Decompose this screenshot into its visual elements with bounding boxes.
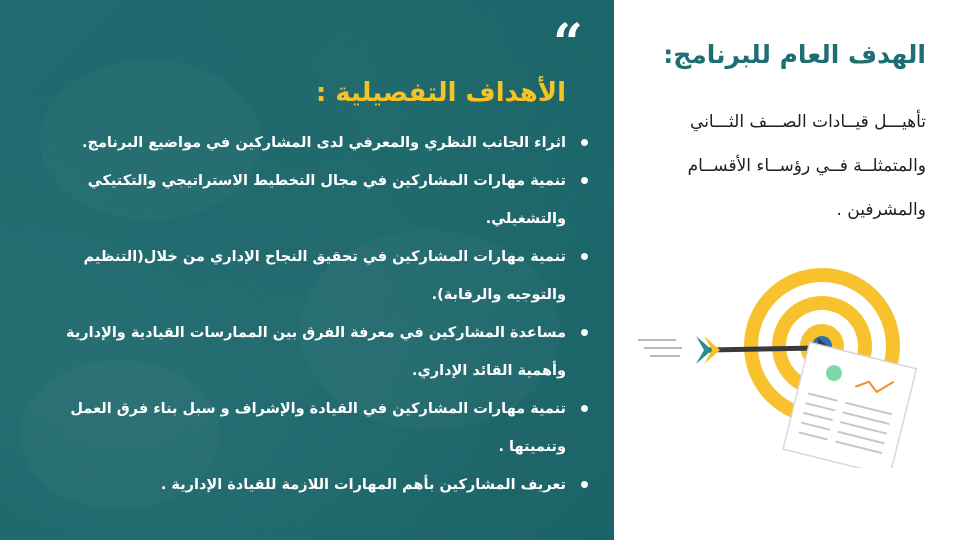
goals-list: [20, 124, 590, 504]
list-item-text: مساعدة المشاركين في معرفة الفرق بين الممارسات القيادية والإدارية وأهمية القائد الإداري.: [66, 325, 566, 379]
list-item: [20, 466, 590, 504]
list-item: [20, 238, 590, 314]
bullet-icon: [581, 177, 588, 184]
bullet-icon: [581, 405, 588, 412]
quote-mark-icon: “: [553, 13, 583, 74]
bullet-icon: [581, 481, 588, 488]
general-goal-text: تأهيـــل قيــادات الصـــف الثـــاني والمتمثلــة فــي رؤســاء الأقســام والمشرفين .: [687, 112, 926, 220]
list-item-text: تنمية مهارات المشاركين في تحقيق النجاح الإداري من خلال(التنظيم والتوجيه والرقابة).: [83, 249, 566, 303]
list-item-text: تعريف المشاركين بأهم المهارات اللازمة للقيادة الإدارية .: [160, 477, 566, 493]
list-item: [20, 162, 590, 238]
list-item: [20, 124, 590, 162]
list-item-text: تنمية مهارات المشاركين في القيادة والإشراف و سبل بناء فرق العمل وتنميتها .: [70, 401, 566, 455]
target-arrow-report-icon: [630, 268, 930, 468]
list-item: [20, 314, 590, 390]
list-item-text: اثراء الجانب النظري والمعرفي لدى المشاركين في مواضيع البرنامج.: [81, 135, 566, 151]
bullet-icon: [581, 329, 588, 336]
list-item: [20, 390, 590, 466]
bullet-icon: [581, 253, 588, 260]
detailed-goals-title: الأهداف التفصيلية :: [315, 78, 566, 108]
bullet-icon: [581, 139, 588, 146]
list-item-text: تنمية مهارات المشاركين في مجال التخطيط الاستراتيجي والتكتيكي والتشغيلي.: [87, 173, 566, 227]
general-goal-title: الهدف العام للبرنامج:: [663, 40, 926, 69]
